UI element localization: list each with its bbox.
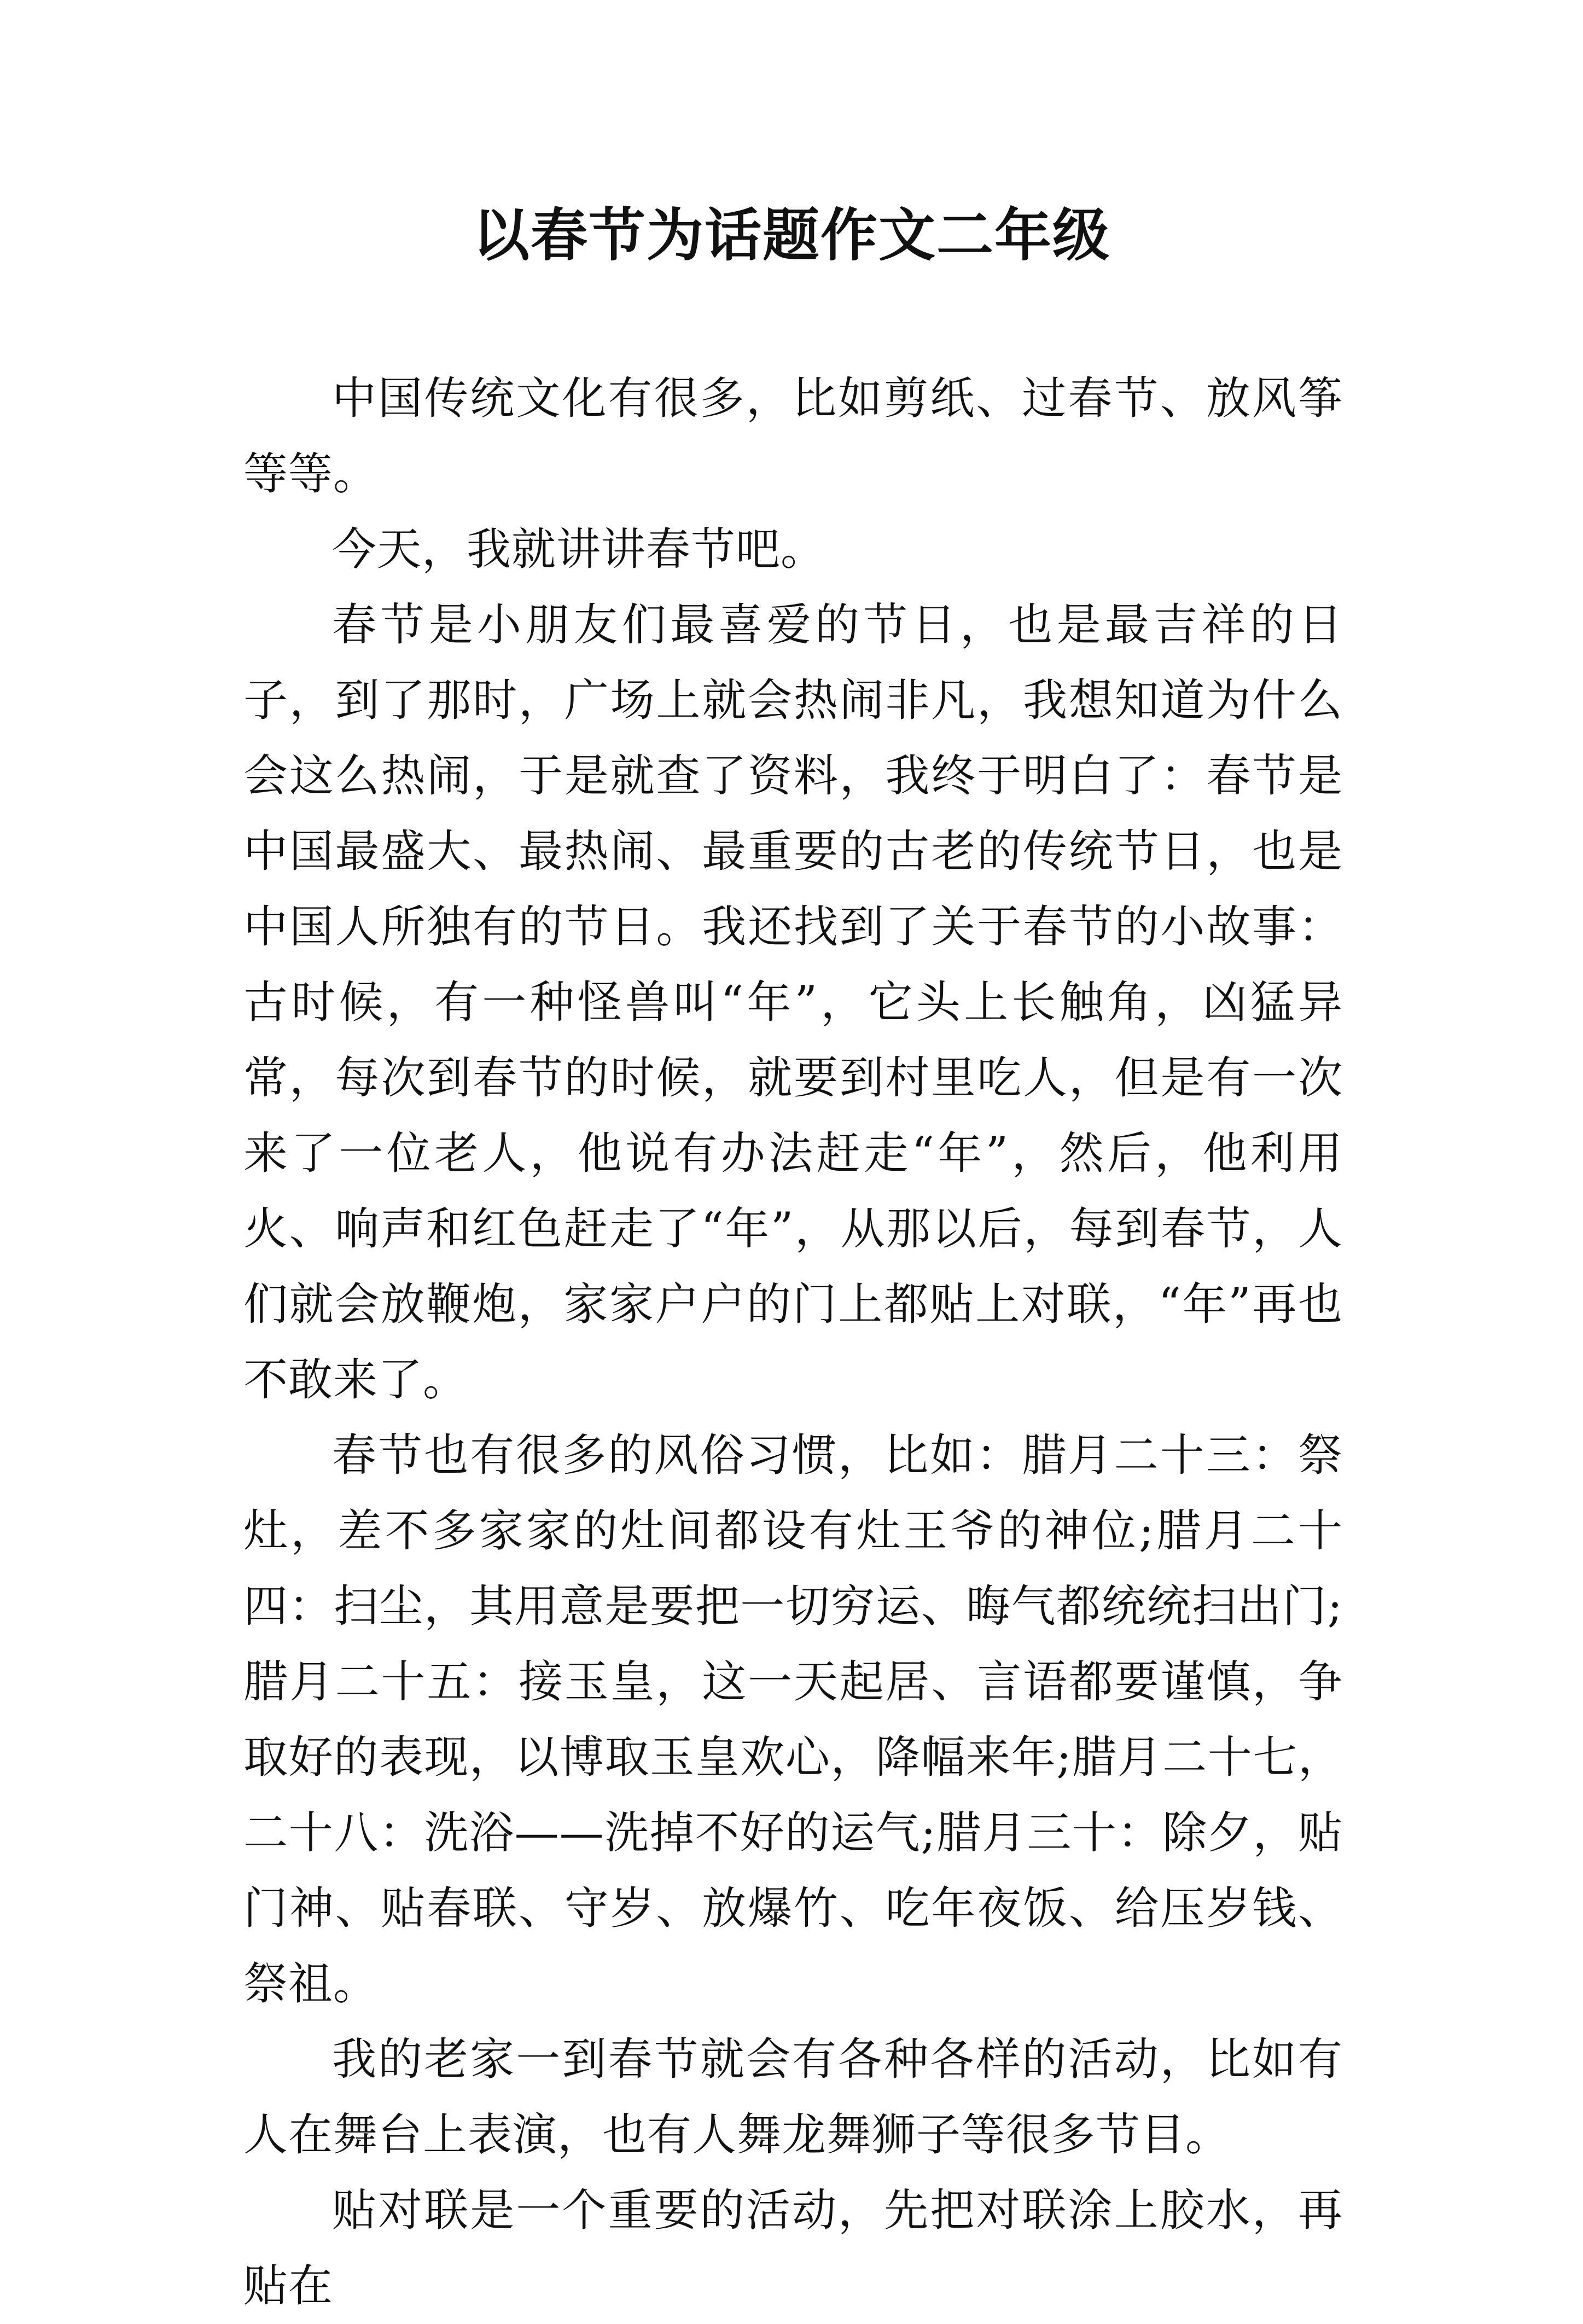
- document-title: 以春节为话题作文二年级: [472, 201, 1110, 269]
- paragraph-3: 春节是小朋友们最喜爱的节日，也是最吉祥的日子，到了那时，广场上就会热闹非凡，我想知道为什么会这么热闹，于是就查了资料，我终于明白了：春节是中国最盛大、最热闹、最重要的古老的传统节日，也是中国人所独有的节日。我还找到了关于春节的小故事：古时候，有一种怪兽叫“年”，它头上长触角，凶猛异常，每次到春节的时候，就要到村里吃人，但是有一次来了一位老人，他说有办法赶走“年”，然后，他利用火、响声和红色赶走了“年”，从那以后，每到春节，人们就会放鞭炮，家家户户的门上都贴上对联，“年”再也不敢来了。: [243, 600, 1343, 1406]
- document-body: [243, 361, 1343, 2324]
- paragraph-6: 贴对联是一个重要的活动，先把对联涂上胶水，再贴在: [243, 2185, 1343, 2312]
- paragraph-5: 我的老家一到春节就会有各种各样的活动，比如有人在舞台上表演，也有人舞龙舞狮子等很多节目。: [243, 2034, 1343, 2161]
- paragraph-2: 今天，我就讲讲春节吧。: [332, 524, 826, 576]
- paragraph-1: 中国传统文化有很多，比如剪纸、过春节、放风筝等等。: [243, 373, 1343, 500]
- paragraph-4: 春节也有很多的风俗习惯，比如：腊月二十三：祭灶，差不多家家的灶间都设有灶王爷的神位;腊月二十四：扫尘，其用意是要把一切穷运、晦气都统统扫出门;腊月二十五：接玉皇，这一天起居、言语都要谨慎，争取好的表现，以博取玉皇欢心，降幅来年;腊月二十七，二十八：洗浴——洗掉不好的运气;腊月三十：除夕，贴门神、贴春联、守岁、放爆竹、吃年夜饭、给压岁钱、祭祖。: [243, 1430, 1343, 2010]
